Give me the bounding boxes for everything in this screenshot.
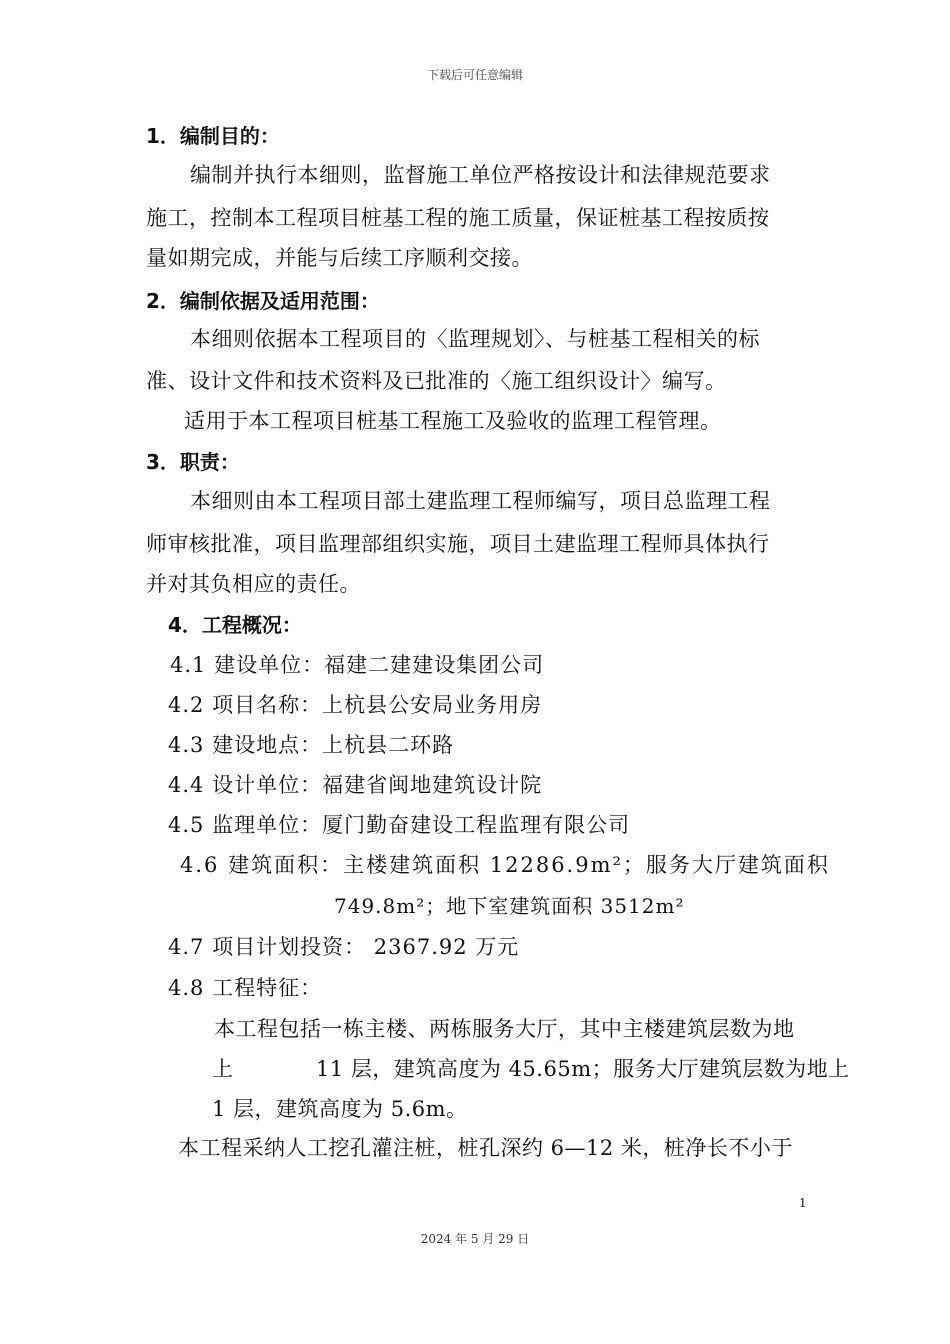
project-item: 4.7 项目计划投资： 2367.92 万元 [168, 935, 520, 959]
page-number: 1 [799, 1196, 807, 1210]
paragraph-line: 11 层，建筑高度为 45.65m；服务大厅建筑层数为地上 [316, 1057, 850, 1081]
section-4-title: 4．工程概况： [168, 613, 302, 637]
paragraph-line: 师审核批准，项目监理部组织实施，项目土建监理工程师具体执行 [146, 532, 770, 556]
section-3-title: 3．职责： [146, 450, 240, 474]
project-item: 4.5 监理单位：厦门勤奋建设工程监理有限公司 [168, 813, 631, 837]
paragraph-line: 本工程采纳人工挖孔灌注桩，桩孔深约 6—12 米，桩净长不小于 [178, 1136, 793, 1160]
paragraph-line: 适用于本工程项目桩基工程施工及验收的监理工程管理。 [184, 409, 722, 433]
section-1-title: 1．编制目的： [146, 124, 280, 148]
project-item: 4.4 设计单位：福建省闽地建筑设计院 [168, 773, 543, 797]
project-item: 4.6 建筑面积：主楼建筑面积 12286.9m²；服务大厅建筑面积 [180, 853, 830, 877]
paragraph-line: 编制并执行本细则，监督施工单位严格按设计和法律规范要求 [190, 163, 771, 187]
paragraph-line: 1 层，建筑高度为 5.6m。 [212, 1097, 468, 1121]
project-item: 4.8 工程特征： [168, 976, 323, 1000]
project-item: 4.3 建设地点：上杭县二环路 [168, 733, 455, 757]
paragraph-line: 本工程包括一栋主楼、两栋服务大厅，其中主楼建筑层数为地 [214, 1017, 795, 1041]
section-2-title: 2．编制依据及适用范围： [146, 289, 380, 313]
paragraph-line: 量如期完成，并能与后续工序顺利交接。 [146, 246, 533, 270]
paragraph-line: 准、设计文件和技术资料及已批准的〈施工组织设计〉编写。 [146, 369, 727, 393]
project-item-continued: 749.8m²；地下室建筑面积 3512m² [334, 894, 685, 918]
paragraph-line: 上 [212, 1057, 234, 1081]
project-item: 4.2 项目名称：上杭县公安局业务用房 [168, 693, 543, 717]
page-header: 下载后可任意编辑 [426, 68, 523, 82]
project-item: 4.1 建设单位：福建二建建设集团公司 [170, 653, 545, 677]
paragraph-line: 本细则依据本工程项目的〈监理规划〉、与桩基工程相关的标 [190, 327, 760, 351]
footer-date: 2024 年 5 月 29 日 [420, 1232, 530, 1246]
paragraph-line: 本细则由本工程项目部土建监理工程师编写，项目总监理工程 [190, 489, 771, 513]
paragraph-line: 施工，控制本工程项目桩基工程的施工质量，保证桩基工程按质按 [146, 206, 770, 230]
paragraph-line: 并对其负相应的责任。 [146, 572, 361, 596]
